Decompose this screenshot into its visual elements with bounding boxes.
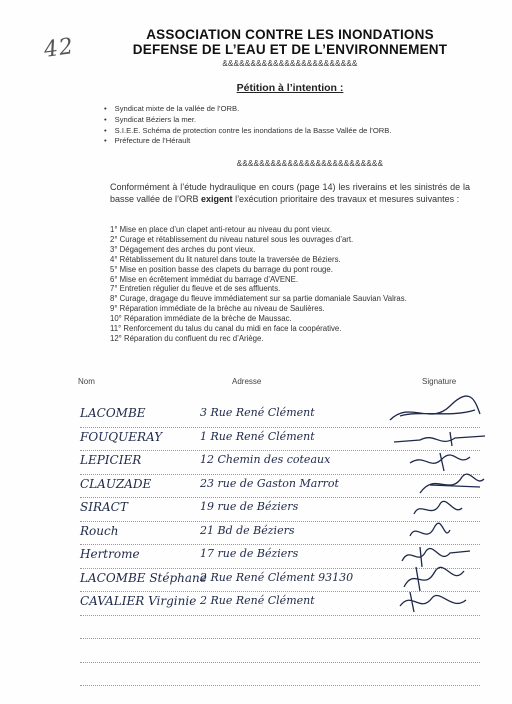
signatory-name: Rouch	[80, 523, 119, 538]
separator-ampersands-top: &&&&&&&&&&&&&&&&&&&&&&&&	[222, 59, 358, 68]
column-header-address: Adresse	[232, 377, 262, 386]
demand-item: 9° Réparation immédiate de la brèche au niveau de Saulières.	[110, 304, 325, 314]
signatory-address: 19 rue de Béziers	[200, 500, 299, 513]
signatory-address: 23 rue de Gaston Marrot	[200, 476, 339, 490]
signatory-name: LEPICIER	[80, 453, 142, 467]
signatory-address: 17 rue de Béziers	[200, 547, 299, 560]
signatory-address: 1 Rue René Clément	[200, 429, 315, 443]
recipient-item: • Syndicat Béziers la mer.	[104, 115, 391, 126]
demand-item: 1° Mise en place d’un clapet anti-retour au niveau du pont vieux.	[110, 225, 333, 234]
blank-row	[80, 639, 480, 663]
signatory-address: 2 Rue René Clément 93130	[200, 570, 354, 584]
blank-row	[80, 616, 480, 640]
demand-item: 8° Curage, dragage du fleuve immédiatement sur sa partie domaniale Sauvian Valras.	[110, 294, 407, 304]
signatory-name: Hertrome	[80, 547, 140, 561]
recipient-item: • Préfecture de l’Hérault	[104, 136, 391, 147]
demands-list	[110, 225, 407, 344]
signatory-address: 12 Chemin des coteaux	[200, 453, 331, 466]
petition-subtitle	[100, 82, 480, 94]
demand-item: 11° Renforcement du talus du canal du midi en face la coopérative.	[110, 324, 342, 334]
intro-paragraph	[110, 182, 470, 205]
demand-item: 6° Mise en écrêtement immédiat du barrage d’AVENE.	[110, 274, 299, 284]
blank-row	[80, 663, 480, 687]
intro-text-start: Conformément à l’étude hydraulique en cours (page 14) les riverains et les sinistrés de la basse vallée de l’ORB	[110, 182, 470, 204]
demand-item: 7° Entretien régulier du fleuve et de ses affluents.	[110, 284, 281, 294]
demand-item: 2° Curage et rétablissement du niveau naturel sous les ouvrages d’art.	[110, 234, 354, 244]
signatory-address: 3 Rue René Clément	[200, 406, 315, 419]
signatory-name: LACOMBE	[80, 406, 146, 420]
recipient-list	[104, 104, 391, 147]
intro-text-end: l’exécution prioritaire des travaux et mesures suivantes :	[232, 193, 460, 204]
demand-item: 3° Dégagement des arches du pont vieux.	[110, 244, 256, 254]
signatory-name: CLAUZADE	[80, 476, 152, 491]
demand-item: 4° Rétablissement du lit naturel dans toute la traversée de Béziers.	[110, 254, 341, 264]
association-title-line2: DEFENSE DE L’EAU ET DE L’ENVIRONNEMENT	[132, 42, 448, 57]
column-header-name: Nom	[78, 377, 95, 386]
handwritten-signature	[380, 584, 490, 618]
signatory-name: FOUQUERAY	[80, 429, 163, 444]
petition-subtitle-text: Pétition à l’intention :	[236, 82, 344, 94]
signatory-address: 21 Bd de Béziers	[200, 523, 295, 537]
separator-ampersands-middle: &&&&&&&&&&&&&&&&&&&&&&&&&&	[236, 159, 384, 168]
recipient-item: • Syndicat mixte de la vallée de l’ORB.	[104, 104, 391, 115]
demand-item: 5° Mise en position basse des clapets du barrage du pont rouge.	[110, 264, 333, 274]
demand-item: 12° Réparation du confluent du rec d’Ariège.	[110, 333, 264, 343]
handwritten-page-number: 42	[42, 34, 76, 63]
column-header-signature: Signature	[422, 377, 457, 386]
signature-table	[80, 404, 480, 686]
demand-item: 10° Réparation immédiate de la brèche de Maussac.	[110, 314, 292, 324]
recipient-item: • S.I.E.E. Schéma de protection contre les inondations de la Basse Vallée de l’ORB.	[104, 126, 391, 137]
signatory-name: LACOMBE Stéphane	[80, 570, 207, 585]
association-title-line1: ASSOCIATION CONTRE LES INONDATIONS	[146, 27, 434, 42]
intro-text-bold: exigent	[201, 193, 233, 204]
signatory-name: CAVALIER Virginie	[80, 594, 197, 608]
signatory-name: SIRACT	[80, 500, 128, 514]
signatory-address: 2 Rue René Clément	[200, 594, 315, 607]
signatory-row	[80, 592, 480, 616]
